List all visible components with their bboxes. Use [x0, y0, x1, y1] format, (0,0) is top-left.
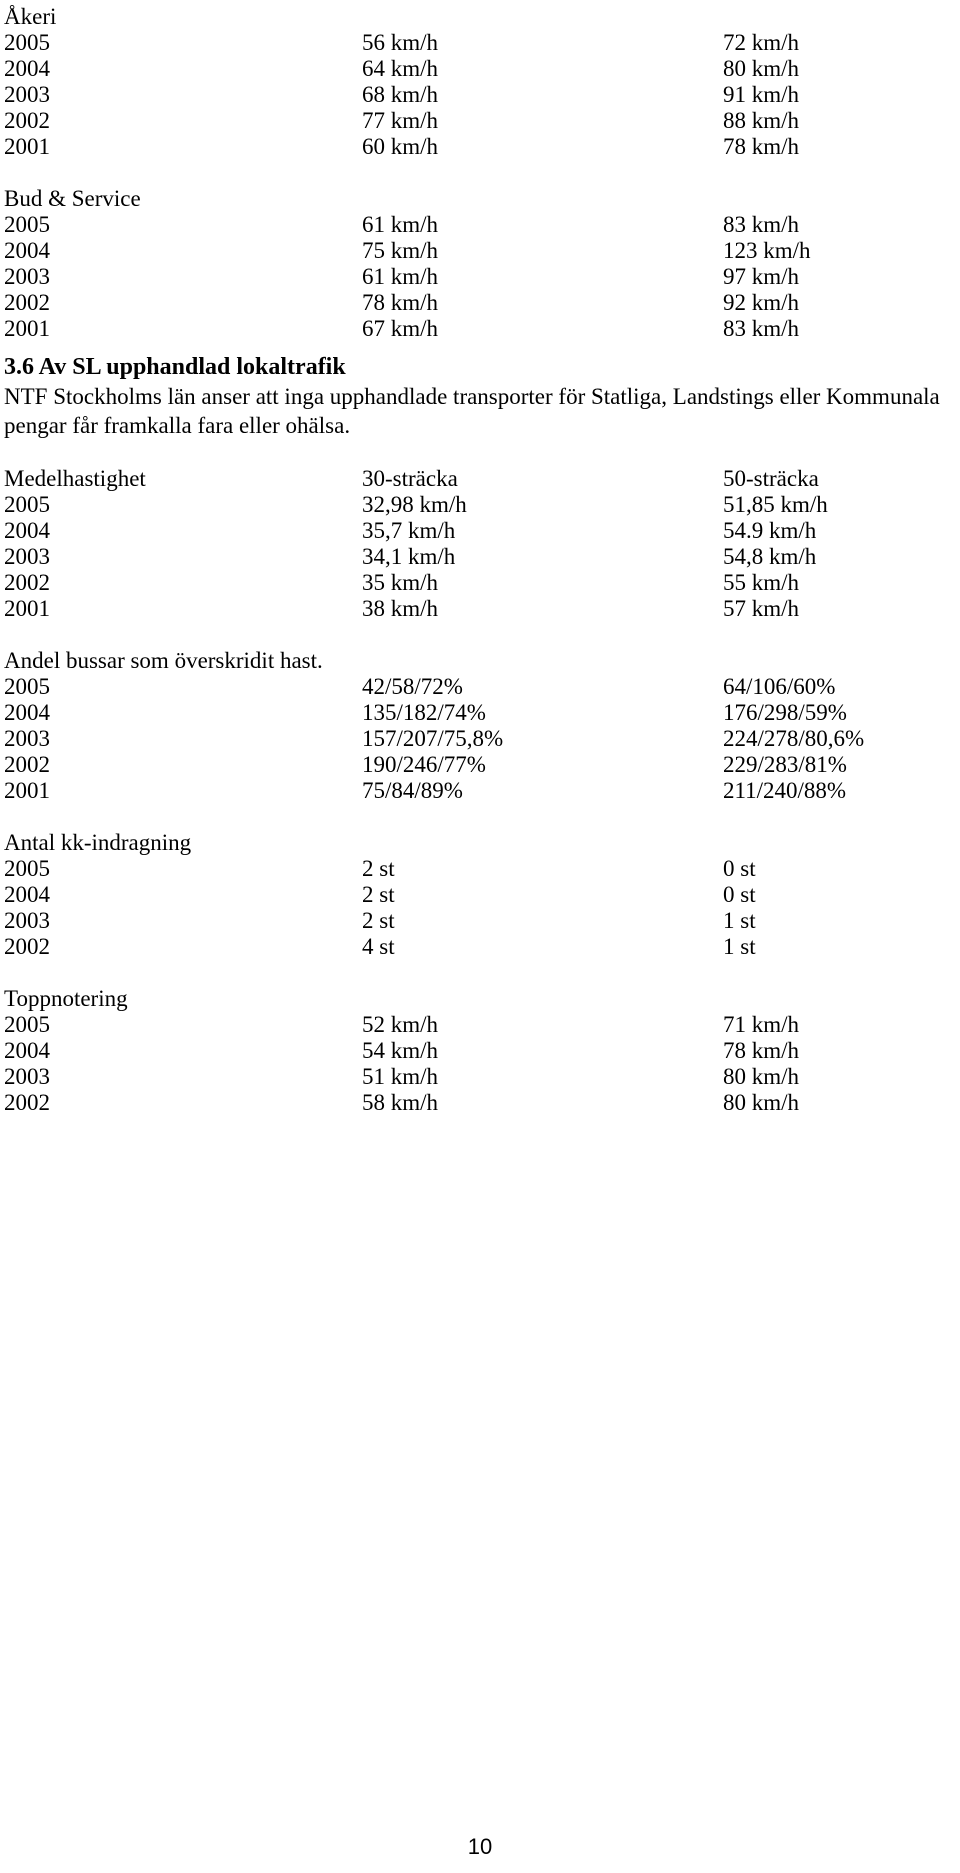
value-cell: 35,7 km/h — [362, 518, 456, 543]
table-row — [4, 264, 954, 290]
value-cell: 0 st — [723, 856, 756, 881]
year-cell: 2005 — [4, 1012, 50, 1037]
table-row — [4, 544, 954, 570]
table-row — [4, 1064, 954, 1090]
year-cell: 2003 — [4, 264, 50, 289]
year-cell: 2003 — [4, 82, 50, 107]
value-cell: 80 km/h — [723, 1090, 800, 1115]
table-row — [4, 30, 954, 56]
year-cell: 2002 — [4, 108, 50, 133]
value-cell: 78 km/h — [723, 134, 800, 159]
table-row — [4, 1012, 954, 1038]
year-cell: 2003 — [4, 908, 50, 933]
table-row — [4, 700, 954, 726]
value-cell: 77 km/h — [362, 108, 439, 133]
table-row — [4, 492, 954, 518]
table-row — [4, 752, 954, 778]
value-cell: 38 km/h — [362, 596, 439, 621]
document-page — [4, 4, 954, 1116]
table-row — [4, 56, 954, 82]
value-cell: 97 km/h — [723, 264, 800, 289]
value-cell: 67 km/h — [362, 316, 439, 341]
year-cell: 2005 — [4, 856, 50, 881]
value-cell: 58 km/h — [362, 1090, 439, 1115]
value-cell: 64/106/60% — [723, 674, 836, 699]
year-cell: 2005 — [4, 492, 50, 517]
section-heading: 3.6 Av SL upphandlad lokaltrafik — [4, 354, 346, 380]
value-cell: 91 km/h — [723, 82, 800, 107]
value-cell: 80 km/h — [723, 1064, 800, 1089]
year-cell: 2005 — [4, 30, 50, 55]
value-cell: 75 km/h — [362, 238, 439, 263]
table-row — [4, 212, 954, 238]
year-cell: 2002 — [4, 1090, 50, 1115]
value-cell: 61 km/h — [362, 212, 439, 237]
year-cell: 2003 — [4, 544, 50, 569]
table-row — [4, 856, 954, 882]
value-cell: 71 km/h — [723, 1012, 800, 1037]
section-title-akeri — [4, 4, 954, 30]
value-cell: 2 st — [362, 882, 395, 907]
value-cell: 229/283/81% — [723, 752, 847, 777]
table-row — [4, 726, 954, 752]
table-row — [4, 108, 954, 134]
table-row — [4, 778, 954, 804]
table-row — [4, 1038, 954, 1064]
table-row — [4, 316, 954, 342]
year-cell: 2004 — [4, 238, 50, 263]
section-heading-sl — [4, 352, 954, 382]
value-cell: 2 st — [362, 856, 395, 881]
value-cell: 60 km/h — [362, 134, 439, 159]
header-cell: Medelhastighet — [4, 466, 146, 491]
value-cell: 123 km/h — [723, 238, 811, 263]
year-cell: 2003 — [4, 726, 50, 751]
table-row — [4, 290, 954, 316]
year-cell: 2002 — [4, 752, 50, 777]
table-bud-service — [4, 212, 954, 342]
year-cell: 2002 — [4, 570, 50, 595]
value-cell: 42/58/72% — [362, 674, 463, 699]
year-cell: 2001 — [4, 778, 50, 803]
header-cell: 50-sträcka — [723, 466, 819, 491]
value-cell: 32,98 km/h — [362, 492, 467, 517]
value-cell: 51 km/h — [362, 1064, 439, 1089]
value-cell: 190/246/77% — [362, 752, 486, 777]
table-toppnotering — [4, 1012, 954, 1116]
value-cell: 4 st — [362, 934, 395, 959]
year-cell: 2001 — [4, 134, 50, 159]
section-paragraph: NTF Stockholms län anser att inga upphandlade transporter för Statliga, Landstings eller Kommunala pengar får framkalla fara eller ohälsa. — [4, 384, 940, 438]
section-title: Andel bussar som överskridit hast. — [4, 648, 323, 673]
table-row — [4, 134, 954, 160]
section-title-andel — [4, 648, 954, 674]
value-cell: 2 st — [362, 908, 395, 933]
table-row — [4, 934, 954, 960]
year-cell: 2004 — [4, 700, 50, 725]
year-cell: 2004 — [4, 56, 50, 81]
year-cell: 2001 — [4, 596, 50, 621]
table-header-medelhastighet — [4, 466, 954, 492]
table-row — [4, 674, 954, 700]
value-cell: 83 km/h — [723, 212, 800, 237]
value-cell: 52 km/h — [362, 1012, 439, 1037]
value-cell: 80 km/h — [723, 56, 800, 81]
value-cell: 135/182/74% — [362, 700, 486, 725]
value-cell: 68 km/h — [362, 82, 439, 107]
year-cell: 2004 — [4, 518, 50, 543]
value-cell: 83 km/h — [723, 316, 800, 341]
value-cell: 75/84/89% — [362, 778, 463, 803]
year-cell: 2004 — [4, 882, 50, 907]
year-cell: 2001 — [4, 316, 50, 341]
table-row — [4, 82, 954, 108]
value-cell: 35 km/h — [362, 570, 439, 595]
value-cell: 211/240/88% — [723, 778, 847, 803]
value-cell: 54.9 km/h — [723, 518, 817, 543]
value-cell: 56 km/h — [362, 30, 439, 55]
table-row — [4, 570, 954, 596]
section-title: Bud & Service — [4, 186, 141, 211]
year-cell: 2003 — [4, 1064, 50, 1089]
table-row — [4, 908, 954, 934]
value-cell: 78 km/h — [362, 290, 439, 315]
table-medelhastighet — [4, 492, 954, 622]
value-cell: 54 km/h — [362, 1038, 439, 1063]
value-cell: 176/298/59% — [723, 700, 847, 725]
section-title-antal — [4, 830, 954, 856]
table-andel — [4, 674, 954, 804]
value-cell: 57 km/h — [723, 596, 800, 621]
table-row — [4, 1090, 954, 1116]
section-title-bud-service — [4, 186, 954, 212]
header-cell: 30-sträcka — [362, 466, 458, 491]
year-cell: 2004 — [4, 1038, 50, 1063]
table-antal — [4, 856, 954, 960]
table-row — [4, 882, 954, 908]
section-title: Toppnotering — [4, 986, 128, 1011]
value-cell: 157/207/75,8% — [362, 726, 504, 751]
value-cell: 51,85 km/h — [723, 492, 828, 517]
value-cell: 55 km/h — [723, 570, 800, 595]
page-number: 10 — [467, 1834, 493, 1859]
value-cell: 92 km/h — [723, 290, 800, 315]
table-akeri — [4, 30, 954, 160]
section-title: Åkeri — [4, 4, 57, 29]
value-cell: 1 st — [723, 908, 756, 933]
year-cell: 2002 — [4, 290, 50, 315]
table-row — [4, 518, 954, 544]
table-row — [4, 238, 954, 264]
section-title-topp — [4, 986, 954, 1012]
table-row — [4, 596, 954, 622]
value-cell: 1 st — [723, 934, 756, 959]
year-cell: 2005 — [4, 674, 50, 699]
value-cell: 72 km/h — [723, 30, 800, 55]
value-cell: 224/278/80,6% — [723, 726, 865, 751]
value-cell: 34,1 km/h — [362, 544, 456, 569]
value-cell: 0 st — [723, 882, 756, 907]
value-cell: 54,8 km/h — [723, 544, 817, 569]
value-cell: 61 km/h — [362, 264, 439, 289]
year-cell: 2002 — [4, 934, 50, 959]
section-title: Antal kk-indragning — [4, 830, 192, 855]
year-cell: 2005 — [4, 212, 50, 237]
value-cell: 88 km/h — [723, 108, 800, 133]
value-cell: 78 km/h — [723, 1038, 800, 1063]
value-cell: 64 km/h — [362, 56, 439, 81]
